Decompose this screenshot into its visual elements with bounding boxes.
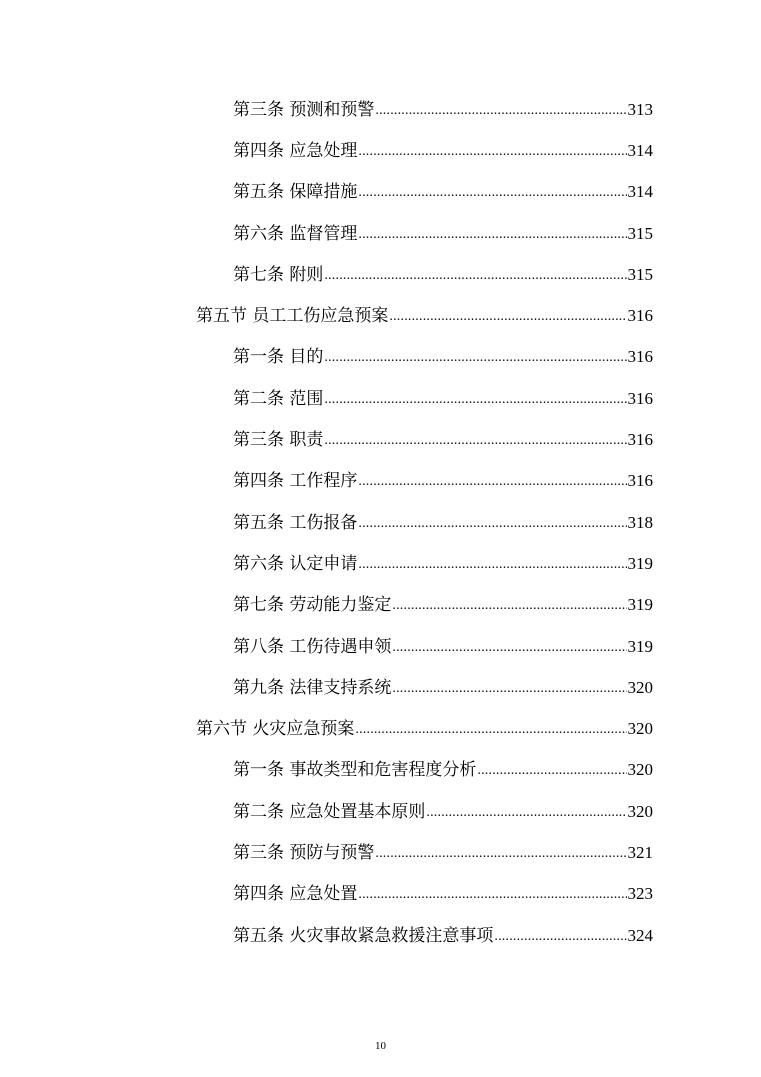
toc-entry-page: 316 xyxy=(627,471,653,491)
dot-leader xyxy=(324,431,626,451)
dot-leader xyxy=(358,885,626,905)
toc-entry-page: 319 xyxy=(627,636,653,656)
toc-entry[interactable] xyxy=(233,461,653,502)
toc-entry[interactable] xyxy=(233,172,653,213)
dot-leader xyxy=(358,555,626,575)
toc-entry-title: 第四条 应急处置 xyxy=(233,884,358,905)
toc-entry-title: 第八条 工伤待遇申领 xyxy=(233,636,392,657)
dot-leader xyxy=(358,225,626,245)
toc-entry-page: 316 xyxy=(627,388,653,408)
toc-entry-page: 320 xyxy=(627,677,653,697)
toc-entry[interactable] xyxy=(233,874,653,915)
dot-leader xyxy=(389,307,626,327)
toc-entry-page: 320 xyxy=(627,801,653,821)
toc-entry[interactable] xyxy=(233,585,653,626)
toc-entry-page: 315 xyxy=(627,223,653,243)
dot-leader xyxy=(358,142,626,162)
toc-entry-page: 316 xyxy=(627,347,653,367)
toc-entry-title: 第七条 劳动能力鉴定 xyxy=(233,595,392,616)
toc-entry-title: 第六条 监督管理 xyxy=(233,223,358,244)
dot-leader xyxy=(375,101,626,121)
toc-entry[interactable] xyxy=(233,378,653,419)
toc-entry-page: 316 xyxy=(627,306,653,326)
toc-entry[interactable] xyxy=(233,750,653,791)
toc-entry-page: 318 xyxy=(627,512,653,532)
dot-leader xyxy=(358,183,626,203)
toc-entry[interactable] xyxy=(233,626,653,667)
toc-entry-title: 第九条 法律支持系统 xyxy=(233,677,392,698)
toc-entry-page: 316 xyxy=(627,430,653,450)
toc-entry[interactable] xyxy=(233,915,653,956)
dot-leader xyxy=(392,638,626,658)
toc-entry-page: 320 xyxy=(627,760,653,780)
toc-entry-title: 第三条 预防与预警 xyxy=(233,842,375,863)
toc-entry-page: 314 xyxy=(627,140,653,160)
toc-entry[interactable] xyxy=(233,419,653,460)
toc-entry[interactable] xyxy=(233,543,653,584)
dot-leader xyxy=(494,927,626,947)
toc-entry-title: 第七条 附则 xyxy=(233,264,324,285)
toc-entry-title: 第五节 员工工伤应急预案 xyxy=(196,306,389,327)
toc-entry-title: 第二条 应急处置基本原则 xyxy=(233,801,426,822)
dot-leader xyxy=(355,720,626,740)
toc-entry[interactable] xyxy=(233,130,653,171)
toc-entry-page: 319 xyxy=(627,595,653,615)
page-number: 10 xyxy=(375,1040,386,1052)
toc-entry-title: 第六节 火灾应急预案 xyxy=(196,719,355,740)
dot-leader xyxy=(324,390,626,410)
toc-entry-title: 第五条 火灾事故紧急救援注意事项 xyxy=(233,925,494,946)
toc-entry-title: 第三条 预测和预警 xyxy=(233,99,375,120)
dot-leader xyxy=(358,472,626,492)
toc-entry-title: 第二条 范围 xyxy=(233,388,324,409)
dot-leader xyxy=(426,803,626,823)
toc-section-entry[interactable] xyxy=(196,295,653,336)
toc-section-entry[interactable] xyxy=(196,708,653,749)
dot-leader xyxy=(324,266,626,286)
toc-entry-title: 第六条 认定申请 xyxy=(233,553,358,574)
toc-entry-title: 第五条 工伤报备 xyxy=(233,512,358,533)
toc-entry-title: 第一条 事故类型和危害程度分析 xyxy=(233,760,477,781)
toc-entry[interactable] xyxy=(233,337,653,378)
toc-entry-page: 324 xyxy=(627,925,653,945)
dot-leader xyxy=(392,596,626,616)
toc-entry-title: 第五条 保障措施 xyxy=(233,182,358,203)
toc-entry-title: 第一条 目的 xyxy=(233,347,324,368)
toc-entry[interactable] xyxy=(233,502,653,543)
toc-entry-page: 321 xyxy=(627,842,653,862)
table-of-contents xyxy=(0,89,761,956)
toc-entry-page: 313 xyxy=(627,99,653,119)
dot-leader xyxy=(358,514,626,534)
toc-entry-title: 第四条 工作程序 xyxy=(233,471,358,492)
toc-entry[interactable] xyxy=(233,791,653,832)
dot-leader xyxy=(375,844,626,864)
toc-entry[interactable] xyxy=(233,667,653,708)
toc-entry-title: 第四条 应急处理 xyxy=(233,140,358,161)
toc-entry-page: 315 xyxy=(627,264,653,284)
toc-entry-title: 第三条 职责 xyxy=(233,430,324,451)
toc-entry[interactable] xyxy=(233,89,653,130)
toc-entry-page: 319 xyxy=(627,553,653,573)
toc-entry-page: 323 xyxy=(627,884,653,904)
toc-entry-page: 314 xyxy=(627,182,653,202)
dot-leader xyxy=(392,679,626,699)
toc-entry[interactable] xyxy=(233,254,653,295)
dot-leader xyxy=(477,761,626,781)
toc-entry-page: 320 xyxy=(627,719,653,739)
dot-leader xyxy=(324,348,626,368)
toc-entry[interactable] xyxy=(233,213,653,254)
toc-entry[interactable] xyxy=(233,832,653,873)
